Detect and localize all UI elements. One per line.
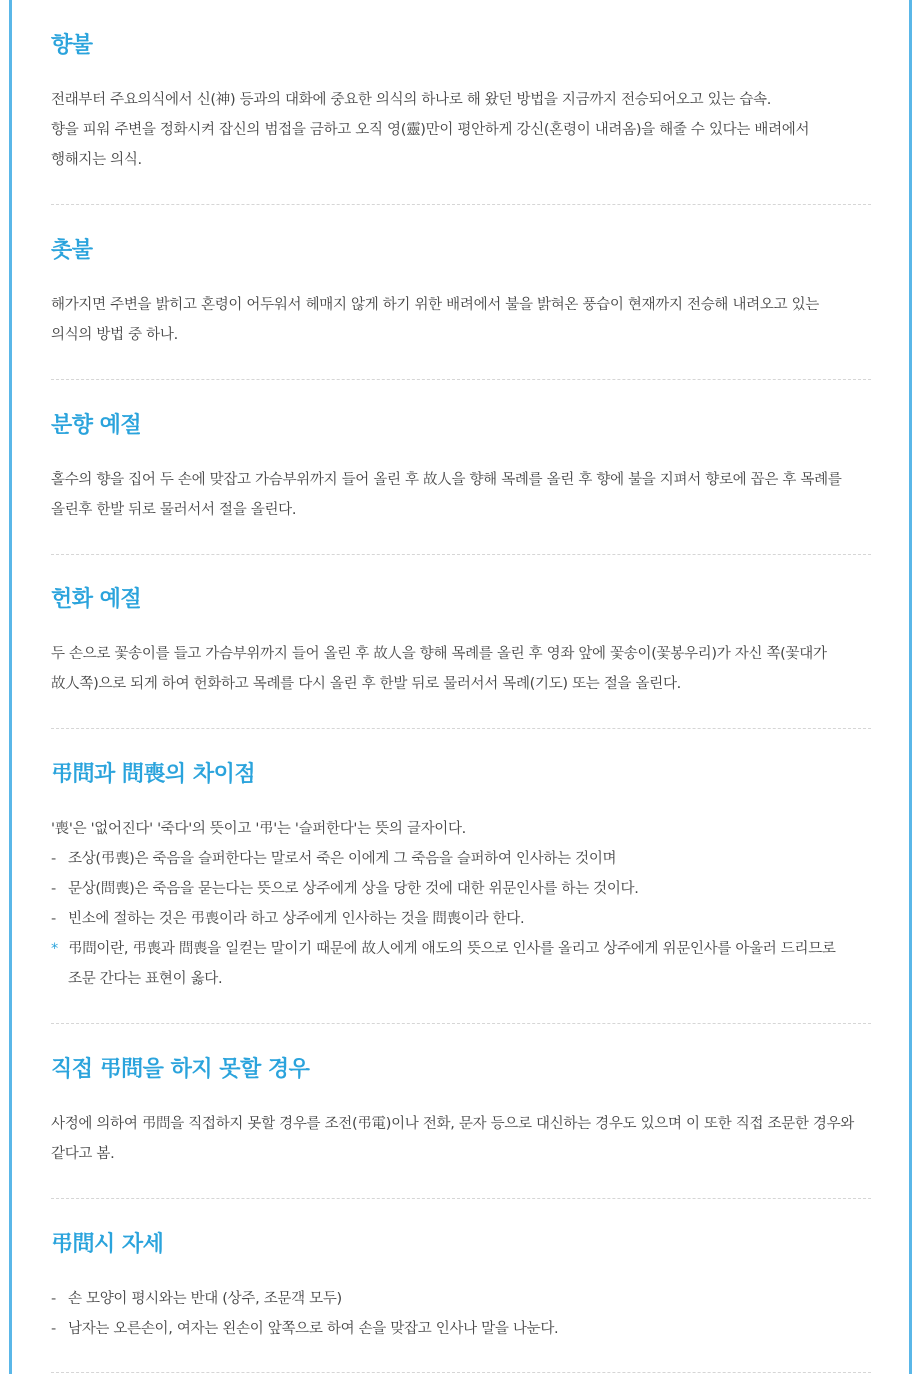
dash-bullet: - [51,881,56,897]
list-item [51,1284,871,1314]
item-list [51,1284,871,1344]
list-item-text: 남자는 오른손이, 여자는 왼손이 앞쪽으로 하여 손을 맞잡고 인사나 말을 나눈다. [68,1321,559,1337]
section-title: 분향 예절 [51,413,142,438]
left-border [9,0,12,1374]
body-line: 두 손으로 꽃송이를 들고 가슴부위까지 들어 올린 후 故人을 향해 목례를 올린 후 영좌 앞에 꽃송이(꽃봉우리)가 자신 쪽(꽃대가 [51,646,827,662]
body-line: 올린후 한발 뒤로 물러서서 절을 올린다. [51,502,297,518]
body-line: 같다고 봄. [51,1146,115,1162]
right-border [909,0,912,1374]
section-divider [51,1372,871,1373]
section-title: 弔問시 자세 [51,1232,164,1257]
list-item-text: 조상(弔喪)은 죽음을 슬퍼한다는 말로서 죽은 이에게 그 죽음을 슬퍼하여 인사하는 것이며 [68,851,617,867]
section-divider [51,379,871,380]
body-line: 해가지면 주변을 밝히고 혼령이 어두워서 헤매지 않게 하기 위한 배려에서 불을 밝혀온 풍습이 현재까지 전승해 내려오고 있는 [51,297,819,313]
section-condolence-posture [51,1231,871,1344]
list-item-text: 조문 간다는 표현이 옳다. [68,971,223,987]
body-line: 홀수의 향을 집어 두 손에 맞잡고 가슴부위까지 들어 올린 후 故人을 향해 목례를 올린 후 향에 불을 지펴서 향로에 꼽은 후 목례를 [51,472,842,488]
section-title: 헌화 예절 [51,587,142,612]
list-item-text: 빈소에 절하는 것은 弔喪이라 하고 상주에게 인사하는 것을 問喪이라 한다. [68,911,525,927]
body-line: 사정에 의하여 弔問을 직접하지 못할 경우를 조전(弔電)이나 전화, 문자 등으로 대신하는 경우도 있으며 이 또한 직접 조문한 경우와 [51,1116,855,1132]
list-item-text: 弔問이란, 弔喪과 問喪을 일컫는 말이기 때문에 故人에게 애도의 뜻으로 인사를 올리고 상주에게 위문인사를 아울러 드리므로 [68,941,836,957]
body-line: 故人쪽)으로 되게 하여 헌화하고 목례를 다시 올린 후 한발 뒤로 물러서서 목례(기도) 또는 절을 올린다. [51,676,681,692]
body-line: 의식의 방법 중 하나. [51,327,178,343]
section-title: 弔問과 問喪의 차이점 [51,762,256,787]
body-line: 향을 피워 주변을 정화시켜 잡신의 범접을 금하고 오직 영(靈)만이 평안하게 강신(혼령이 내려옴)을 해줄 수 있다는 배려에서 [51,122,810,138]
section-title: 향불 [51,33,93,58]
section-incense [51,32,871,175]
list-item-text: 손 모양이 평시와는 반대 (상주, 조문객 모두) [68,1291,342,1307]
dash-bullet: - [51,851,56,867]
section-title: 직접 弔問을 하지 못할 경우 [51,1057,310,1082]
list-item-text: 문상(問喪)은 죽음을 묻는다는 뜻으로 상주에게 상을 당한 것에 대한 위문인사를 하는 것이다. [68,881,639,897]
dash-bullet: - [51,911,56,927]
body-line: 전래부터 주요의식에서 신(神) 등과의 대화에 중요한 의식의 하나로 해 왔던 방법을 지금까지 전승되어오고 있는 습속. [51,92,772,108]
section-divider [51,1198,871,1199]
dash-bullet: - [51,1291,56,1307]
section-incense-etiquette [51,412,871,525]
asterisk-bullet: * [51,941,58,957]
intro-line: '喪'은 '없어진다' '죽다'의 뜻이고 '弔'는 '슬퍼한다'는 뜻의 글자이다. [51,821,466,837]
list-item [51,934,871,994]
body-line: 행해지는 의식. [51,152,142,168]
section-divider [51,204,871,205]
section-title: 촛불 [51,238,93,263]
section-divider [51,1023,871,1024]
list-item [51,874,871,904]
section-divider [51,728,871,729]
section-flower-etiquette [51,586,871,699]
section-indirect-condolence [51,1056,871,1169]
list-item [51,844,871,874]
section-condolence-difference [51,761,871,994]
section-candle [51,237,871,350]
list-item [51,904,871,934]
section-divider [51,554,871,555]
list-item [51,1314,871,1344]
item-list [51,844,871,994]
dash-bullet: - [51,1321,56,1337]
